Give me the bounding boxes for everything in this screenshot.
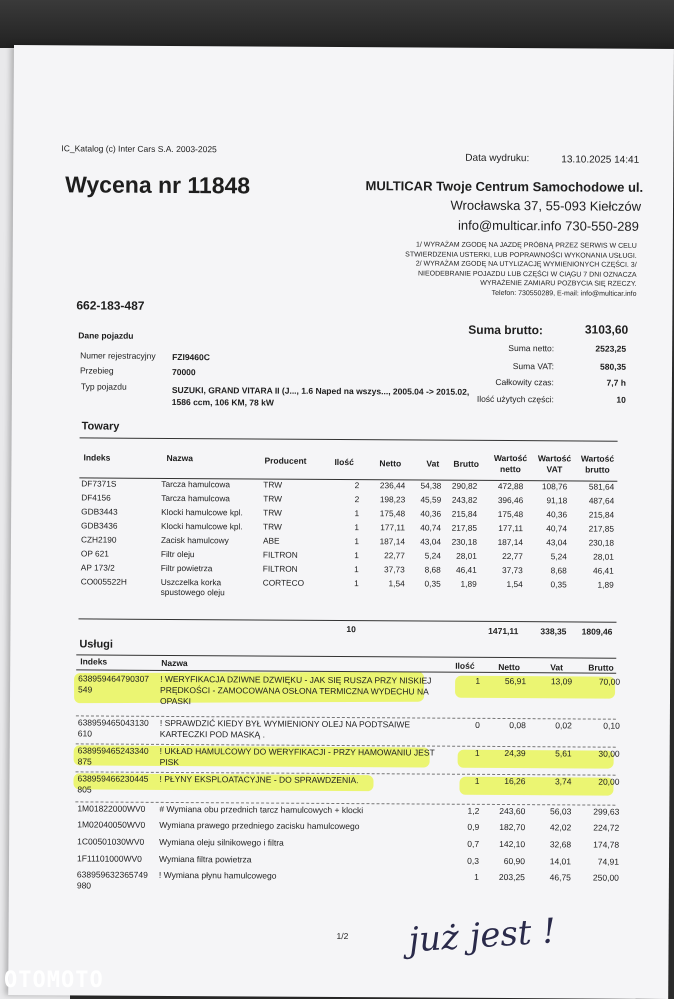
goods-cell: 472,88: [497, 480, 524, 492]
goods-cell: Uszczelka korka spustowego oleju: [160, 576, 225, 598]
service-net: 56,91: [504, 676, 527, 687]
goods-cell: 0,35: [424, 578, 441, 589]
service-name1: Wymiana prawego przedniego zacisku hamulcowego: [159, 819, 360, 832]
goods-cell: 230,18: [451, 536, 478, 547]
vat-sum-value: 580,35: [600, 361, 627, 372]
goods-cell: 236,44: [379, 480, 406, 491]
service-qty: 1: [474, 775, 480, 786]
service-vat: 32,68: [549, 839, 572, 850]
services-header-name: Nazwa: [161, 657, 188, 669]
goods-header-gross: Brutto: [453, 458, 479, 469]
consent-line: Telefon: 730550289, E-mail: info@multicar.info: [491, 289, 637, 298]
goods-cell: 1,89: [460, 578, 477, 589]
parts-count-label: Ilość użytych części:: [476, 393, 554, 405]
service-net: 0,08: [509, 720, 526, 731]
goods-cell: Tarcza hamulcowa: [161, 478, 231, 490]
goods-cell: 1: [354, 508, 360, 519]
service-idx1: 1M02040050WV0: [77, 819, 146, 830]
gross-sum-label: Suma brutto:: [468, 322, 543, 338]
goods-cell: 108,76: [541, 481, 568, 492]
goods-cell: 5,24: [424, 550, 441, 561]
goods-cell: TRW: [263, 507, 282, 518]
goods-cell: 43,04: [420, 536, 442, 547]
goods-cell: 8,68: [550, 565, 567, 576]
goods-cell: 198,23: [379, 494, 406, 505]
goods-total-gross: 1809,46: [581, 626, 613, 637]
handwritten-note: już jest !: [407, 911, 558, 961]
goods-header-qty: Ilość: [334, 456, 354, 468]
mileage-label: Przebieg: [79, 365, 114, 376]
service-name1: Wymiana filtra powietrza: [159, 853, 252, 865]
goods-cell: CO005522H: [80, 576, 127, 587]
vehicle-type-value: [172, 384, 470, 410]
goods-cell: ABE: [262, 535, 280, 546]
goods-cell: DF7371S: [81, 478, 117, 489]
service-vat: 46,75: [549, 872, 571, 883]
service-idx1: 638959465243340: [77, 745, 149, 756]
goods-cell: 581,64: [588, 481, 615, 492]
service-name1: ! SPRAWDZIĆ KIEDY BYŁ WYMIENIONY OLEJ NA PODTSAIWE: [159, 717, 411, 730]
service-net: 243,60: [499, 805, 526, 817]
service-qty: 0: [475, 719, 480, 730]
service-idx2: 875: [77, 756, 92, 767]
reg-value: FZI9460C: [172, 351, 210, 363]
goods-cell: FILTRON: [262, 549, 298, 560]
service-name1: ! WERYFIKACJA DZIWNE DZWIĘKU - JAK SIĘ RUSZA PRZY NISKIEJ: [160, 673, 432, 686]
vehicle-type-label: Typ pojazdu: [80, 381, 127, 392]
goods-cell: 28,01: [593, 551, 614, 562]
goods-cell: TRW: [263, 493, 283, 504]
goods-cell: FILTRON: [262, 563, 298, 574]
goods-cell: CZH2190: [80, 534, 117, 545]
goods-top-rule: [80, 437, 618, 441]
consent-line: NIEODEBRANIE POJAZDU LUB CZĘŚCI W CIĄGU 7 DNI OZNACZA: [417, 270, 637, 279]
service-name2: KARTECZKI POD MASKĄ .: [159, 728, 265, 740]
goods-total-qty: 10: [346, 624, 356, 635]
service-qty: 1: [474, 747, 480, 758]
goods-cell: 290,82: [451, 480, 478, 491]
net-sum-label: Suma netto:: [508, 343, 555, 354]
services-section-title: Usługi: [79, 638, 114, 651]
goods-cell: 215,84: [588, 509, 615, 520]
goods-cell: 230,18: [588, 537, 615, 548]
net-sum-value: 2523,25: [595, 343, 627, 354]
service-qty: 0,7: [467, 838, 480, 849]
vehicle-type-line: 1586 ccm, 106 KM, 78 kW: [171, 396, 274, 408]
goods-cell: 1: [354, 536, 360, 547]
goods-cell: 37,73: [384, 564, 405, 575]
goods-cell: 187,14: [497, 536, 524, 548]
service-name2: PRĘDKOŚCI - ZAMOCOWANA OSŁONA TERMICZNA WYDECHU NA: [160, 684, 429, 697]
vat-sum-label: Suma VAT:: [512, 361, 555, 372]
service-idx1: 1M01822000WV0: [77, 803, 146, 814]
service-vat: 3,74: [554, 776, 572, 787]
goods-cell: 1: [354, 578, 359, 589]
goods-cell: 46,41: [593, 565, 614, 576]
goods-cell: 37,73: [502, 564, 523, 576]
service-net: 60,90: [503, 856, 526, 867]
services-top-rule: [76, 654, 616, 658]
services-header-gross: Brutto: [588, 662, 614, 673]
total-time-value: 7,7 h: [606, 377, 626, 388]
service-vat: 5,61: [555, 748, 572, 759]
goods-cell: 215,84: [451, 508, 478, 519]
goods-header-value-vat: Wartość VAT: [537, 453, 572, 475]
service-vat: 0,02: [555, 720, 572, 731]
service-net: 16,26: [504, 776, 526, 787]
vehicle-type-line: SUZUKI, GRAND VITARA II (J..., 1.6 Naped na wszys..., 2005.04 -> 2015.02,: [171, 384, 470, 397]
service-gross: 224,72: [593, 822, 620, 833]
goods-cell: Filtr oleju: [160, 548, 195, 560]
photo-background-top: [0, 0, 674, 48]
goods-cell: 46,41: [456, 564, 477, 575]
goods-section-title: Towary: [81, 420, 120, 433]
goods-cell: 40,36: [420, 508, 442, 519]
goods-cell: GDB3436: [81, 520, 118, 531]
goods-cell: 217,85: [588, 523, 615, 534]
goods-cell: GDB3443: [81, 506, 118, 517]
services-header-qty: Ilość: [455, 660, 475, 671]
service-idx1: 638959632365749: [76, 869, 148, 880]
consent-line: STWIERDZENIA USTERKI, LUB POPRAWNOŚCI WYKONANIA USŁUGI.: [405, 250, 637, 260]
service-gross: 250,00: [592, 872, 619, 883]
goods-cell: 1,89: [597, 579, 614, 590]
goods-total-rule: [78, 618, 616, 622]
service-idx1: 638959464790307: [78, 673, 150, 684]
consent-line: WYRAŻENIE ZAMIARU POZBYCIA SIĘ RZECZY.: [480, 280, 637, 289]
goods-row: [81, 576, 618, 603]
goods-cell: OP 621: [80, 548, 109, 559]
goods-cell: Klocki hamulcowe kpl.: [161, 506, 243, 518]
goods-header-value-net: Wartość netto: [493, 452, 528, 475]
goods-cell: 243,82: [451, 494, 478, 505]
page-number: 1/2: [336, 930, 349, 942]
goods-cell: DF4156: [81, 492, 111, 503]
goods-cell: 40,36: [546, 509, 568, 520]
goods-header-vat: Vat: [426, 458, 440, 469]
goods-cell: 217,85: [451, 522, 478, 533]
goods-cell: 1: [354, 550, 359, 561]
goods-header-producer: Producent: [264, 455, 307, 466]
goods-header-value-gross: Wartość brutto: [580, 453, 615, 475]
goods-cell: 28,01: [456, 550, 477, 561]
service-name1: ! UKŁAD HAMULCOWY DO WERYFIKACJI - PRZY HAMOWANIU JEST: [159, 745, 435, 758]
services-header-net: Netto: [498, 661, 520, 673]
goods-cell: 1,54: [388, 578, 405, 589]
service-idx2: 805: [77, 784, 92, 795]
goods-cell: Tarcza hamulcowa: [161, 492, 230, 504]
service-idx1: 638959465043130: [77, 717, 149, 728]
goods-cell: TRW: [263, 521, 282, 532]
goods-cell: 487,64: [588, 495, 615, 506]
company-line2: Wrocławska 37, 55-093 Kiełczów: [450, 197, 642, 214]
parts-count-value: 10: [616, 394, 626, 405]
service-idx2: 980: [76, 880, 92, 891]
goods-cell: 5,24: [550, 551, 567, 562]
vehicle-section-title: Dane pojazdu: [78, 330, 134, 341]
service-net: 24,39: [504, 748, 526, 759]
goods-cell: CORTECO: [262, 577, 305, 588]
service-vat: 14,01: [549, 856, 572, 867]
goods-cell: 91,18: [546, 495, 568, 506]
services-header-index: Indeks: [80, 656, 108, 667]
service-idx1: 1C00501030WV0: [77, 836, 145, 847]
goods-cell: Filtr powietrza: [160, 562, 213, 574]
goods-cell: 2: [354, 494, 360, 505]
goods-cell: 177,11: [380, 522, 406, 533]
service-gross: 299,63: [593, 806, 620, 817]
service-name1: Wymiana oleju silnikowego i filtra: [159, 836, 284, 848]
service-net: 142,10: [499, 838, 526, 850]
phone-number: 662-183-487: [76, 298, 145, 313]
service-vat: 13,09: [550, 676, 573, 687]
goods-cell: 40,74: [546, 523, 568, 534]
service-qty: 1: [475, 675, 481, 686]
goods-cell: 1: [354, 564, 359, 575]
service-net: 203,25: [498, 871, 525, 883]
service-gross: 74,91: [597, 856, 620, 867]
company-line3: info@multicar.info 730-550-289: [458, 217, 639, 234]
goods-cell: 8,68: [424, 564, 441, 575]
quote-document: [8, 45, 674, 999]
goods-cell: 1: [354, 522, 360, 533]
goods-cell: Zacisk hamulcowy: [160, 534, 229, 546]
service-name1: ! PŁYNY EKSPLOATACYJNE - DO SPRAWDZENIA.: [159, 773, 359, 786]
service-gross: 20,00: [598, 776, 620, 787]
service-idx1: 638959466230445: [77, 773, 149, 784]
goods-cell: 54,38: [420, 480, 442, 491]
print-date: 13.10.2025 14:41: [561, 154, 640, 166]
gross-sum-value: 3103,60: [584, 322, 629, 337]
goods-cell: 2: [354, 480, 360, 491]
service-qty: 0,3: [467, 855, 480, 866]
print-date-label: Data wydruku:: [465, 152, 530, 165]
service-idx2: 549: [78, 684, 93, 695]
service-gross: 30,00: [598, 748, 620, 759]
total-time-label: Całkowity czas:: [495, 376, 554, 388]
service-gross: 174,78: [593, 839, 620, 850]
goods-total-net: 1471,11: [488, 625, 519, 637]
service-qty: 1,2: [467, 805, 480, 816]
goods-header-net: Netto: [379, 458, 402, 469]
goods-cell: 175,48: [497, 508, 524, 520]
goods-total-vat: 338,35: [540, 626, 567, 637]
service-name3: OPASKI: [159, 695, 192, 707]
service-vat: 56,03: [550, 806, 572, 817]
goods-cell: 0,35: [550, 579, 567, 590]
goods-cell: 22,77: [384, 550, 405, 561]
service-vat: 42,02: [549, 822, 572, 833]
goods-cell: 40,74: [420, 522, 442, 533]
service-idx2: 610: [77, 728, 93, 739]
company-line1: MULTICAR Twoje Centrum Samochodowe ul.: [365, 178, 644, 195]
goods-cell: 45,59: [420, 494, 442, 505]
quote-title: Wycena nr 11848: [65, 171, 251, 199]
goods-cell: 396,46: [497, 494, 524, 506]
consent-text: [405, 240, 637, 299]
service-idx1: 1F11101000WV0: [77, 853, 142, 864]
catalog-label: IC_Katalog (c) Inter Cars S.A. 2003-2025: [61, 143, 217, 155]
highlight-mark: [459, 777, 613, 796]
service-name2: PISK: [159, 756, 180, 768]
mileage-value: 70000: [171, 366, 196, 378]
consent-line: 1/ WYRAŻAM ZGODĘ NA JAZDĘ PRÓBNĄ PRZEZ SERWIS W CELU: [415, 241, 637, 250]
goods-cell: 43,04: [546, 537, 568, 548]
goods-cell: Klocki hamulcowe kpl.: [161, 520, 243, 532]
goods-cell: AP 173/2: [80, 562, 115, 573]
service-name1: # Wymiana obu przednich tarcz hamulcowych + klocki: [159, 803, 364, 816]
service-name1: ! Wymiana płynu hamulcowego: [158, 869, 277, 881]
goods-cell: 175,48: [379, 508, 406, 519]
goods-header-index: Indeks: [83, 452, 111, 463]
goods-cell: 187,14: [379, 536, 406, 547]
otomoto-watermark: OTOMOTO: [4, 968, 104, 993]
service-qty: 1: [474, 871, 479, 882]
consent-line: 2/ WYRAŻAM ZGODĘ NA UTYLIZACJĘ WYMIENIONYCH CZĘŚCI. 3/: [415, 260, 637, 269]
goods-cell: 1,54: [506, 579, 523, 590]
service-gross: 70,00: [598, 676, 621, 687]
goods-header-name: Nazwa: [166, 452, 193, 464]
services-header-vat: Vat: [550, 662, 564, 673]
goods-table: [81, 478, 619, 603]
service-gross: 0,10: [603, 720, 620, 731]
reg-label: Numer rejestracyjny: [80, 350, 156, 361]
goods-cell: TRW: [263, 479, 283, 490]
highlight-mark: [458, 747, 614, 769]
goods-cell: 22,77: [502, 550, 523, 562]
service-qty: 0,9: [467, 821, 480, 832]
service-net: 182,70: [499, 821, 526, 833]
goods-cell: 177,11: [498, 522, 524, 534]
